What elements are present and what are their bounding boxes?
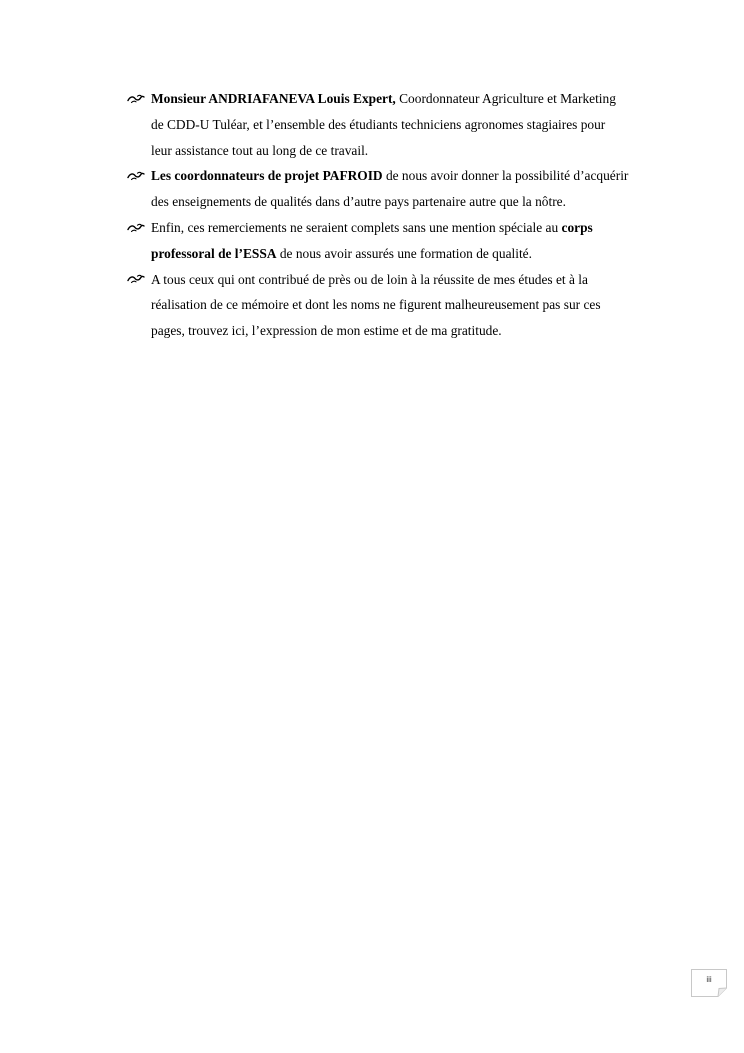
text: de nous avoir donner la possibilité d’acquérir: [382, 168, 629, 184]
page-number: iii: [706, 975, 712, 984]
page-number-box: [691, 969, 727, 997]
acknowledgement-line: [151, 163, 693, 189]
acknowledgement-line: [151, 138, 693, 164]
acknowledgements-list: [127, 86, 693, 344]
acknowledgement-line: [151, 215, 693, 241]
bold-text: corps: [561, 219, 593, 235]
ornamental-leaf-bullet-icon: [127, 267, 147, 293]
acknowledgement-item: [127, 215, 693, 267]
bold-text: Les coordonnateurs de projet PAFROID: [151, 168, 383, 184]
acknowledgement-line: [151, 292, 693, 318]
acknowledgement-item: [127, 267, 693, 344]
acknowledgement-line: [151, 112, 693, 138]
bold-text: professoral de l’ESSA: [151, 245, 277, 261]
text: leur assistance tout au long de ce travail.: [151, 142, 369, 158]
ornamental-leaf-bullet-icon: [127, 86, 147, 112]
bold-text: Monsieur ANDRIAFANEVA Louis Expert,: [151, 91, 396, 106]
acknowledgement-line: [151, 267, 693, 293]
acknowledgement-item: [127, 86, 693, 163]
text: pages, trouvez ici, l’expression de mon estime et de ma gratitude.: [151, 323, 502, 339]
text: A tous ceux qui ont contribué de près ou de loin à la réussite de mes études et à la: [151, 271, 588, 287]
text: Coordonnateur Agriculture et Marketing: [395, 91, 616, 106]
text: de CDD-U Tuléar, et l’ensemble des étudiants techniciens agronomes stagiaires pour: [151, 116, 606, 132]
ornamental-leaf-bullet-icon: [127, 215, 147, 241]
acknowledgement-line: [151, 241, 693, 267]
acknowledgement-item: [127, 163, 693, 215]
acknowledgement-line: [151, 189, 693, 215]
text: réalisation de ce mémoire et dont les noms ne figurent malheureusement pas sur ces: [151, 297, 601, 313]
acknowledgement-line: [151, 86, 693, 112]
text: Enfin, ces remerciements ne seraient complets sans une mention spéciale au: [151, 219, 562, 235]
text: de nous avoir assurés une formation de qualité.: [276, 245, 532, 261]
text: des enseignements de qualités dans d’autre pays partenaire autre que la nôtre.: [151, 194, 566, 210]
ornamental-leaf-bullet-icon: [127, 163, 147, 189]
acknowledgement-line: [151, 318, 693, 344]
